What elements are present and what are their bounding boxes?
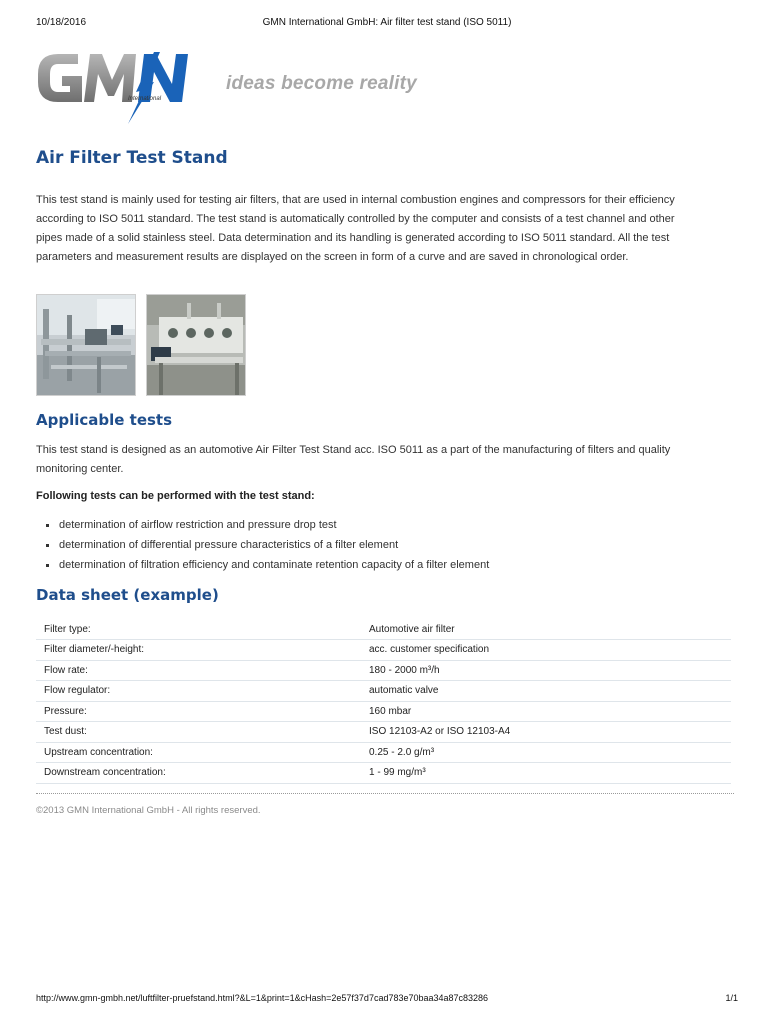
datasheet-label: Flow rate: xyxy=(36,660,361,681)
gmn-logo[interactable] xyxy=(36,44,196,126)
datasheet-label: Upstream concentration: xyxy=(36,742,361,763)
table-row xyxy=(36,742,731,763)
intro-paragraph: This test stand is mainly used for testing air filters, that are used in internal combustion engines and compressors for their efficiency according to ISO 5011 standard. The test stand is automatically controlled by the computer and consists of a test channel and other pipes made of a solid stainless steel. Data determination and its handling is generated according to ISO 5011 standard. All the test parameters and measurement results are displayed on the screen in form of a curve and are saved in chronological order. xyxy=(36,194,675,263)
applicable-tests-heading: Applicable tests xyxy=(36,411,173,429)
gmn-logo-graphic xyxy=(36,44,196,126)
copyright: ©2013 GMN International GmbH - All rights reserved. xyxy=(36,805,261,816)
test-stand-photo-1-image xyxy=(37,295,136,396)
datasheet-table xyxy=(36,619,731,784)
datasheet-label: Flow regulator: xyxy=(36,681,361,702)
test-stand-photo-2[interactable] xyxy=(146,294,246,396)
print-footer xyxy=(36,993,738,1007)
tests-list xyxy=(46,515,489,575)
datasheet-value: ISO 12103-A2 or ISO 12103-A4 xyxy=(361,722,731,743)
table-row xyxy=(36,701,731,722)
slogan: ideas become reality xyxy=(226,73,417,94)
list-item: determination of differential pressure characteristics of a filter element xyxy=(46,535,489,555)
datasheet-value: 180 - 2000 m³/h xyxy=(361,660,731,681)
footer-divider xyxy=(36,793,734,794)
print-title: GMN International GmbH: Air filter test stand (ISO 5011) xyxy=(262,17,512,28)
datasheet-label: Filter diameter/-height: xyxy=(36,640,361,661)
print-header xyxy=(36,17,738,31)
datasheet-value: automatic valve xyxy=(361,681,731,702)
applicable-tests-paragraph: This test stand is designed as an automotive Air Filter Test Stand acc. ISO 5011 as a part of the manufacturing of filters and quality monitoring center. xyxy=(36,444,671,475)
list-item: determination of filtration efficiency and contaminate retention capacity of a filter element xyxy=(46,555,489,575)
datasheet-label: Pressure: xyxy=(36,701,361,722)
page-count: 1/1 xyxy=(725,993,738,1003)
datasheet-value: acc. customer specification xyxy=(361,640,731,661)
datasheet-label: Downstream concentration: xyxy=(36,763,361,784)
page-title: Air Filter Test Stand xyxy=(36,148,228,168)
list-item: determination of airflow restriction and pressure drop test xyxy=(46,515,489,535)
print-date: 10/18/2016 xyxy=(36,17,87,28)
datasheet-heading: Data sheet (example) xyxy=(36,586,219,604)
table-row xyxy=(36,681,731,702)
test-stand-photo-1[interactable] xyxy=(36,294,136,396)
datasheet-value: 1 - 99 mg/m³ xyxy=(361,763,731,784)
print-url[interactable]: http://www.gmn-gmbh.net/luftfilter-pruefstand.html?&L=1&print=1&cHash=2e57f37d7cad783e70baa34a87c83286 xyxy=(36,993,489,1003)
table-row xyxy=(36,722,731,743)
table-row xyxy=(36,763,731,784)
logo-subtext: International xyxy=(128,96,162,102)
datasheet-value: 160 mbar xyxy=(361,701,731,722)
datasheet-value: Automotive air filter xyxy=(361,619,731,640)
table-row xyxy=(36,660,731,681)
tests-list-intro: Following tests can be performed with the test stand: xyxy=(36,490,315,502)
table-row xyxy=(36,619,731,640)
test-stand-photo-2-image xyxy=(147,295,246,396)
table-row xyxy=(36,640,731,661)
datasheet-label: Test dust: xyxy=(36,722,361,743)
datasheet-label: Filter type: xyxy=(36,619,361,640)
datasheet-value: 0.25 - 2.0 g/m³ xyxy=(361,742,731,763)
